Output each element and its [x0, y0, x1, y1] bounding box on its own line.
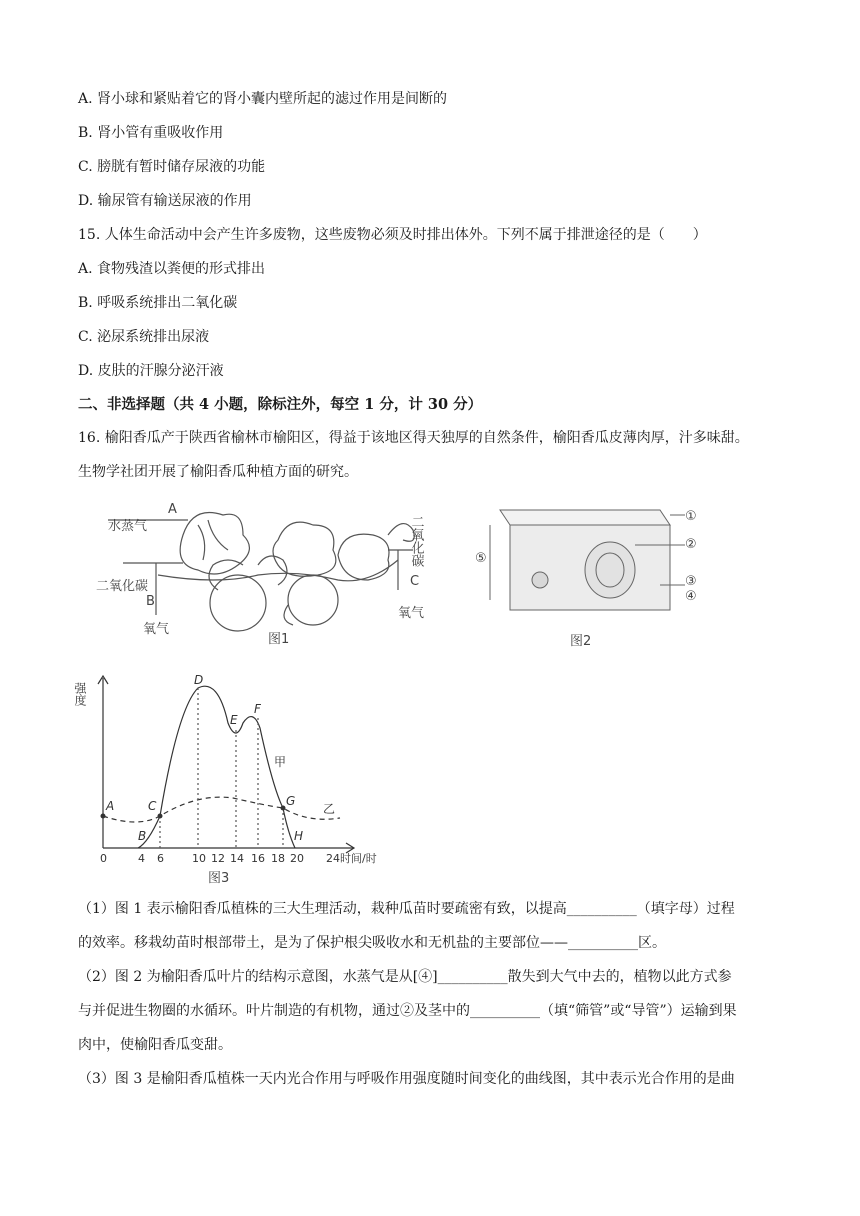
figure-2-leaf-section — [470, 500, 700, 655]
fig2-label-1: ① — [685, 509, 697, 524]
fig3-series-yi: 乙 — [323, 802, 336, 816]
fig3-xlabel: 时间/时 — [340, 852, 377, 865]
fig3-tick-0: 0 — [100, 852, 107, 865]
q14-option-b: B. 肾小管有重吸收作用 — [78, 125, 224, 141]
q16-sub2-line3: 肉中，使榆阳香瓜变甜。 — [78, 1037, 232, 1053]
fig3-point-b: B — [138, 829, 147, 843]
fig2-label-2: ② — [685, 537, 697, 552]
section-heading: 二、非选择题（共 4 小题，除标注外，每空 1 分，计 30 分） — [78, 396, 483, 413]
fig1-label-c: C — [410, 574, 420, 589]
fig3-ylabel: 强度 — [73, 682, 87, 706]
fig3-caption: 图3 — [208, 871, 230, 886]
fig3-point-g: G — [286, 794, 296, 808]
fig1-label-a: A — [168, 502, 177, 517]
q16-sub1-line2: 的效率。移栽幼苗时根部带土，是为了保护根尖吸收水和无机盐的主要部位——__________区。 — [78, 935, 666, 951]
fig3-tick-12: 12 — [211, 852, 225, 865]
q15-option-b: B. 呼吸系统排出二氧化碳 — [78, 295, 238, 311]
fig3-tick-4: 4 — [138, 852, 145, 865]
fig2-label-3: ③ — [685, 574, 697, 589]
q15-option-a: A. 食物残渣以粪便的形式排出 — [78, 261, 266, 277]
q16-sub2-line1: （2）图 2 为榆阳香瓜叶片的结构示意图，水蒸气是从[④]__________散失到大气中去的，植物以此方式参 — [78, 969, 732, 985]
q16-intro-line2: 生物学社团开展了榆阳香瓜种植方面的研究。 — [78, 464, 358, 480]
fig3-point-h: H — [294, 829, 304, 843]
fig2-label-5: ⑤ — [475, 551, 487, 566]
q16-intro-line1: 16. 榆阳香瓜产于陕西省榆林市榆阳区，得益于该地区得天独厚的自然条件，榆阳香瓜皮薄肉厚，汁多味甜。 — [78, 430, 749, 446]
q15-option-d: D. 皮肤的汗腺分泌汗液 — [78, 363, 224, 379]
fig3-point-e: E — [230, 713, 238, 727]
fig1-label-o2-left: 氧气 — [143, 622, 170, 637]
fig3-tick-24: 24 — [326, 852, 340, 865]
q15-stem: 15. 人体生命活动中会产生许多废物，这些废物必须及时排出体外。下列不属于排泄途径的是（ ） — [78, 227, 707, 243]
fig1-label-o2-right: 氧气 — [398, 606, 425, 621]
fig3-point-d: D — [194, 673, 204, 687]
fig1-label-co2-right: 二氧化碳 — [408, 515, 424, 567]
fig3-point-a: A — [106, 799, 115, 813]
figure-3-chart — [73, 668, 418, 888]
fig3-point-f: F — [254, 702, 261, 716]
q14-option-d: D. 输尿管有输送尿液的作用 — [78, 193, 252, 209]
fig3-point-c: C — [148, 799, 157, 813]
fig1-label-co2-left: 二氧化碳 — [96, 579, 149, 594]
fig3-tick-20: 20 — [290, 852, 304, 865]
fig3-series-jia: 甲 — [274, 755, 287, 769]
q16-sub1-line1: （1）图 1 表示榆阳香瓜植株的三大生理活动，栽种瓜苗时要疏密有致，以提高__________（填字母）过程 — [78, 901, 735, 917]
figure-1-plant — [88, 495, 428, 655]
q14-option-a: A. 肾小球和紧贴着它的肾小囊内壁所起的滤过作用是间断的 — [78, 91, 448, 107]
fig2-caption: 图2 — [570, 634, 592, 649]
fig3-tick-10: 10 — [192, 852, 206, 865]
fig1-label-b: B — [146, 594, 155, 609]
fig1-caption: 图1 — [268, 632, 290, 647]
fig3-tick-18: 18 — [271, 852, 285, 865]
fig3-tick-14: 14 — [230, 852, 244, 865]
q16-sub2-line2: 与并促进生物圈的水循环。叶片制造的有机物，通过②及茎中的__________（填“筛管”或“导管”）运输到果 — [78, 1003, 737, 1019]
q14-option-c: C. 膀胱有暂时储存尿液的功能 — [78, 159, 266, 175]
q15-option-c: C. 泌尿系统排出尿液 — [78, 329, 210, 345]
fig2-label-4: ④ — [685, 589, 697, 604]
fig1-label-water-vapor: 水蒸气 — [108, 519, 148, 534]
fig3-tick-6: 6 — [157, 852, 164, 865]
q16-sub3-line1: （3）图 3 是榆阳香瓜植株一天内光合作用与呼吸作用强度随时间变化的曲线图，其中表示光合作用的是曲 — [78, 1071, 735, 1087]
fig3-tick-16: 16 — [251, 852, 265, 865]
